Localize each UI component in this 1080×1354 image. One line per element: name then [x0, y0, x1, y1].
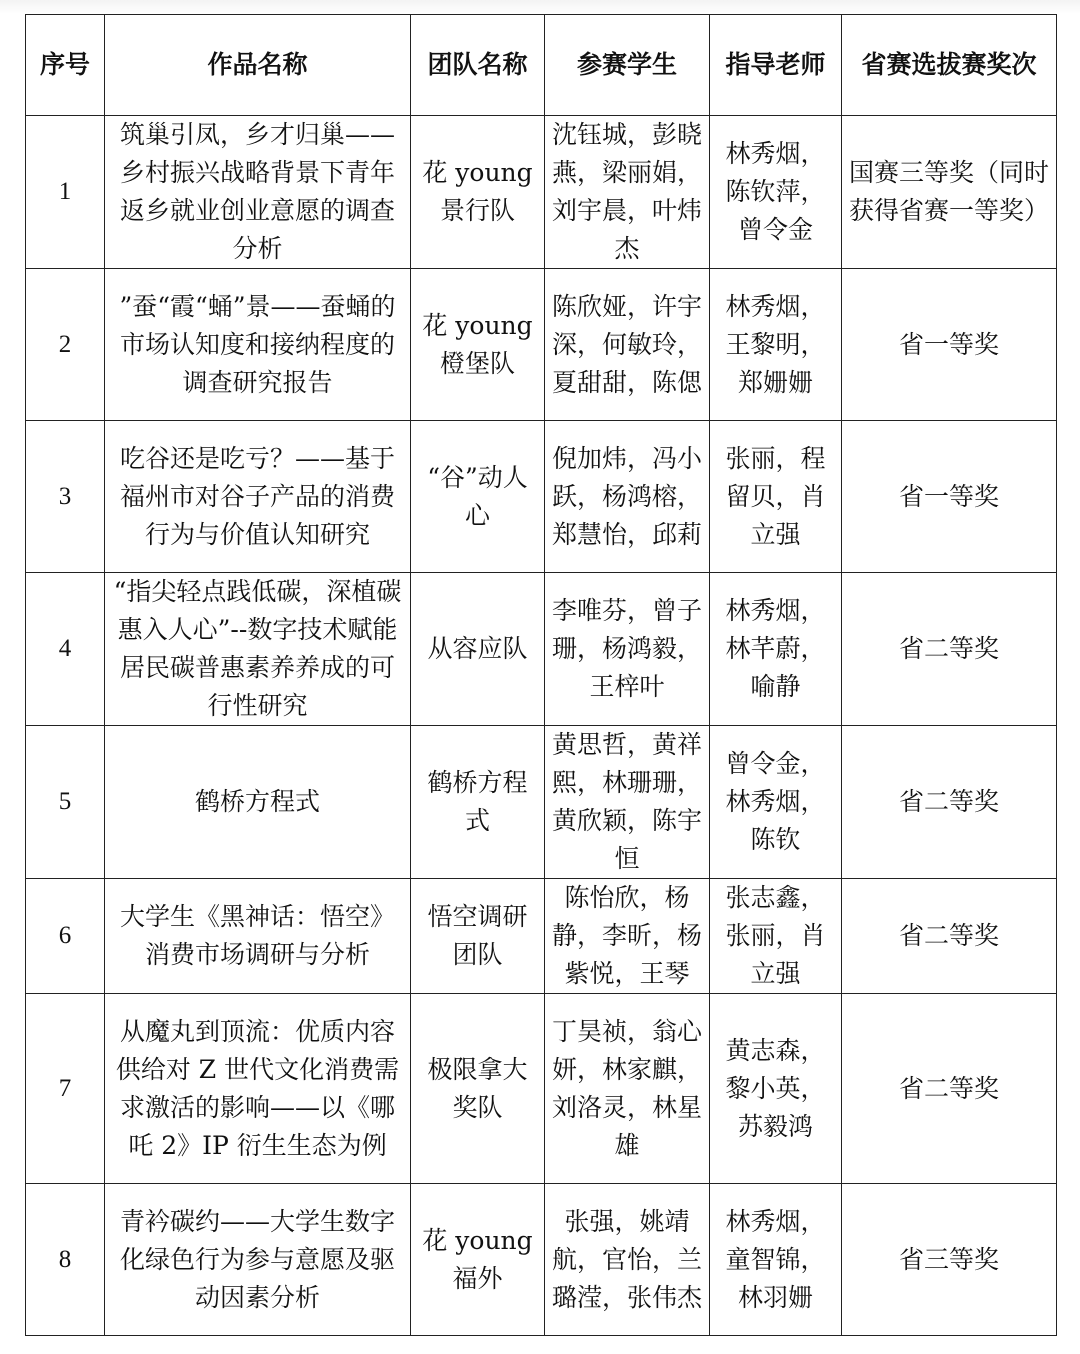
row-index: 6: [26, 879, 105, 994]
row-index: 4: [26, 573, 105, 726]
row-team: 鹤桥方程式: [411, 726, 545, 879]
row-students: 沈钰城，彭晓燕，梁丽娟，刘宇晨，叶炜杰: [545, 116, 710, 269]
header-advisors: 指导老师: [710, 15, 842, 116]
row-students: 陈欣娅，许宇深，何敏玲，夏甜甜，陈偲: [545, 269, 710, 421]
table-row: [26, 994, 1057, 1184]
row-award: 省二等奖: [842, 879, 1057, 994]
row-award: 省二等奖: [842, 726, 1057, 879]
header-award: 省赛选拔赛奖次: [842, 15, 1057, 116]
row-award: 国赛三等奖（同时获得省赛一等奖）: [842, 116, 1057, 269]
row-advisors: 黄志森，黎小英，苏毅鸿: [710, 994, 842, 1184]
row-team: “谷”动人心: [411, 421, 545, 573]
row-index: 1: [26, 116, 105, 269]
row-team: 极限拿大奖队: [411, 994, 545, 1184]
row-advisors: 张志鑫，张丽，肖立强: [710, 879, 842, 994]
row-team: 花 young 福外: [411, 1184, 545, 1336]
row-award: 省一等奖: [842, 421, 1057, 573]
row-students: 张强，姚靖航，官怡，兰璐滢，张伟杰: [545, 1184, 710, 1336]
row-title: 鹤桥方程式: [105, 726, 411, 879]
row-team: 花 young 景行队: [411, 116, 545, 269]
row-award: 省二等奖: [842, 994, 1057, 1184]
row-advisors: 曾令金，林秀烟，陈钦: [710, 726, 842, 879]
header-index: 序号: [26, 15, 105, 116]
row-title: 青衿碳约——大学生数字化绿色行为参与意愿及驱动因素分析: [105, 1184, 411, 1336]
row-team: 从容应队: [411, 573, 545, 726]
row-title: 吃谷还是吃亏？——基于福州市对谷子产品的消费行为与价值认知研究: [105, 421, 411, 573]
table-row: [26, 1184, 1057, 1336]
row-award: 省二等奖: [842, 573, 1057, 726]
row-students: 李唯芬，曾子珊，杨鸿毅，王梓叶: [545, 573, 710, 726]
row-award: 省一等奖: [842, 269, 1057, 421]
header-title: 作品名称: [105, 15, 411, 116]
row-index: 2: [26, 269, 105, 421]
table-row: [26, 879, 1057, 994]
row-students: 倪加炜，冯小跃，杨鸿榕，郑慧怡，邱莉: [545, 421, 710, 573]
row-title: 筑巢引凤，乡才归巢——乡村振兴战略背景下青年返乡就业创业意愿的调查分析: [105, 116, 411, 269]
row-index: 3: [26, 421, 105, 573]
row-students: 陈怡欣，杨静，李昕，杨紫悦，王琴: [545, 879, 710, 994]
row-index: 8: [26, 1184, 105, 1336]
table-row: [26, 573, 1057, 726]
row-advisors: 林秀烟，陈钦萍，曾令金: [710, 116, 842, 269]
row-award: 省三等奖: [842, 1184, 1057, 1336]
header-team: 团队名称: [411, 15, 545, 116]
table-row: [26, 116, 1057, 269]
row-advisors: 林秀烟，林芊蔚，喻静: [710, 573, 842, 726]
row-advisors: 张丽，程留贝，肖立强: [710, 421, 842, 573]
row-index: 5: [26, 726, 105, 879]
row-title: ”蚕“霞“蛹”景——蚕蛹的市场认知度和接纳程度的调查研究报告: [105, 269, 411, 421]
row-team: 花 young 橙堡队: [411, 269, 545, 421]
table-row: [26, 269, 1057, 421]
row-advisors: 林秀烟，童智锦，林羽姗: [710, 1184, 842, 1336]
header-students: 参赛学生: [545, 15, 710, 116]
awards-table: [25, 14, 1057, 1336]
page-top-shade: [0, 0, 1080, 14]
row-students: 黄思哲，黄祥熙，林珊珊，黄欣颖，陈宇恒: [545, 726, 710, 879]
table-row: [26, 726, 1057, 879]
table-row: [26, 421, 1057, 573]
row-title: 大学生《黑神话：悟空》消费市场调研与分析: [105, 879, 411, 994]
row-index: 7: [26, 994, 105, 1184]
row-team: 悟空调研团队: [411, 879, 545, 994]
row-advisors: 林秀烟，王黎明，郑姗姗: [710, 269, 842, 421]
row-title: “指尖轻点践低碳，深植碳惠入人心”--数字技术赋能居民碳普惠素养养成的可行性研究: [105, 573, 411, 726]
row-students: 丁昊祯，翁心妍，林家麒，刘洛灵，林星雄: [545, 994, 710, 1184]
header-row: [26, 15, 1057, 116]
row-title: 从魔丸到顶流：优质内容供给对 Z 世代文化消费需求激活的影响——以《哪吒 2》IP 衍生生态为例: [105, 994, 411, 1184]
